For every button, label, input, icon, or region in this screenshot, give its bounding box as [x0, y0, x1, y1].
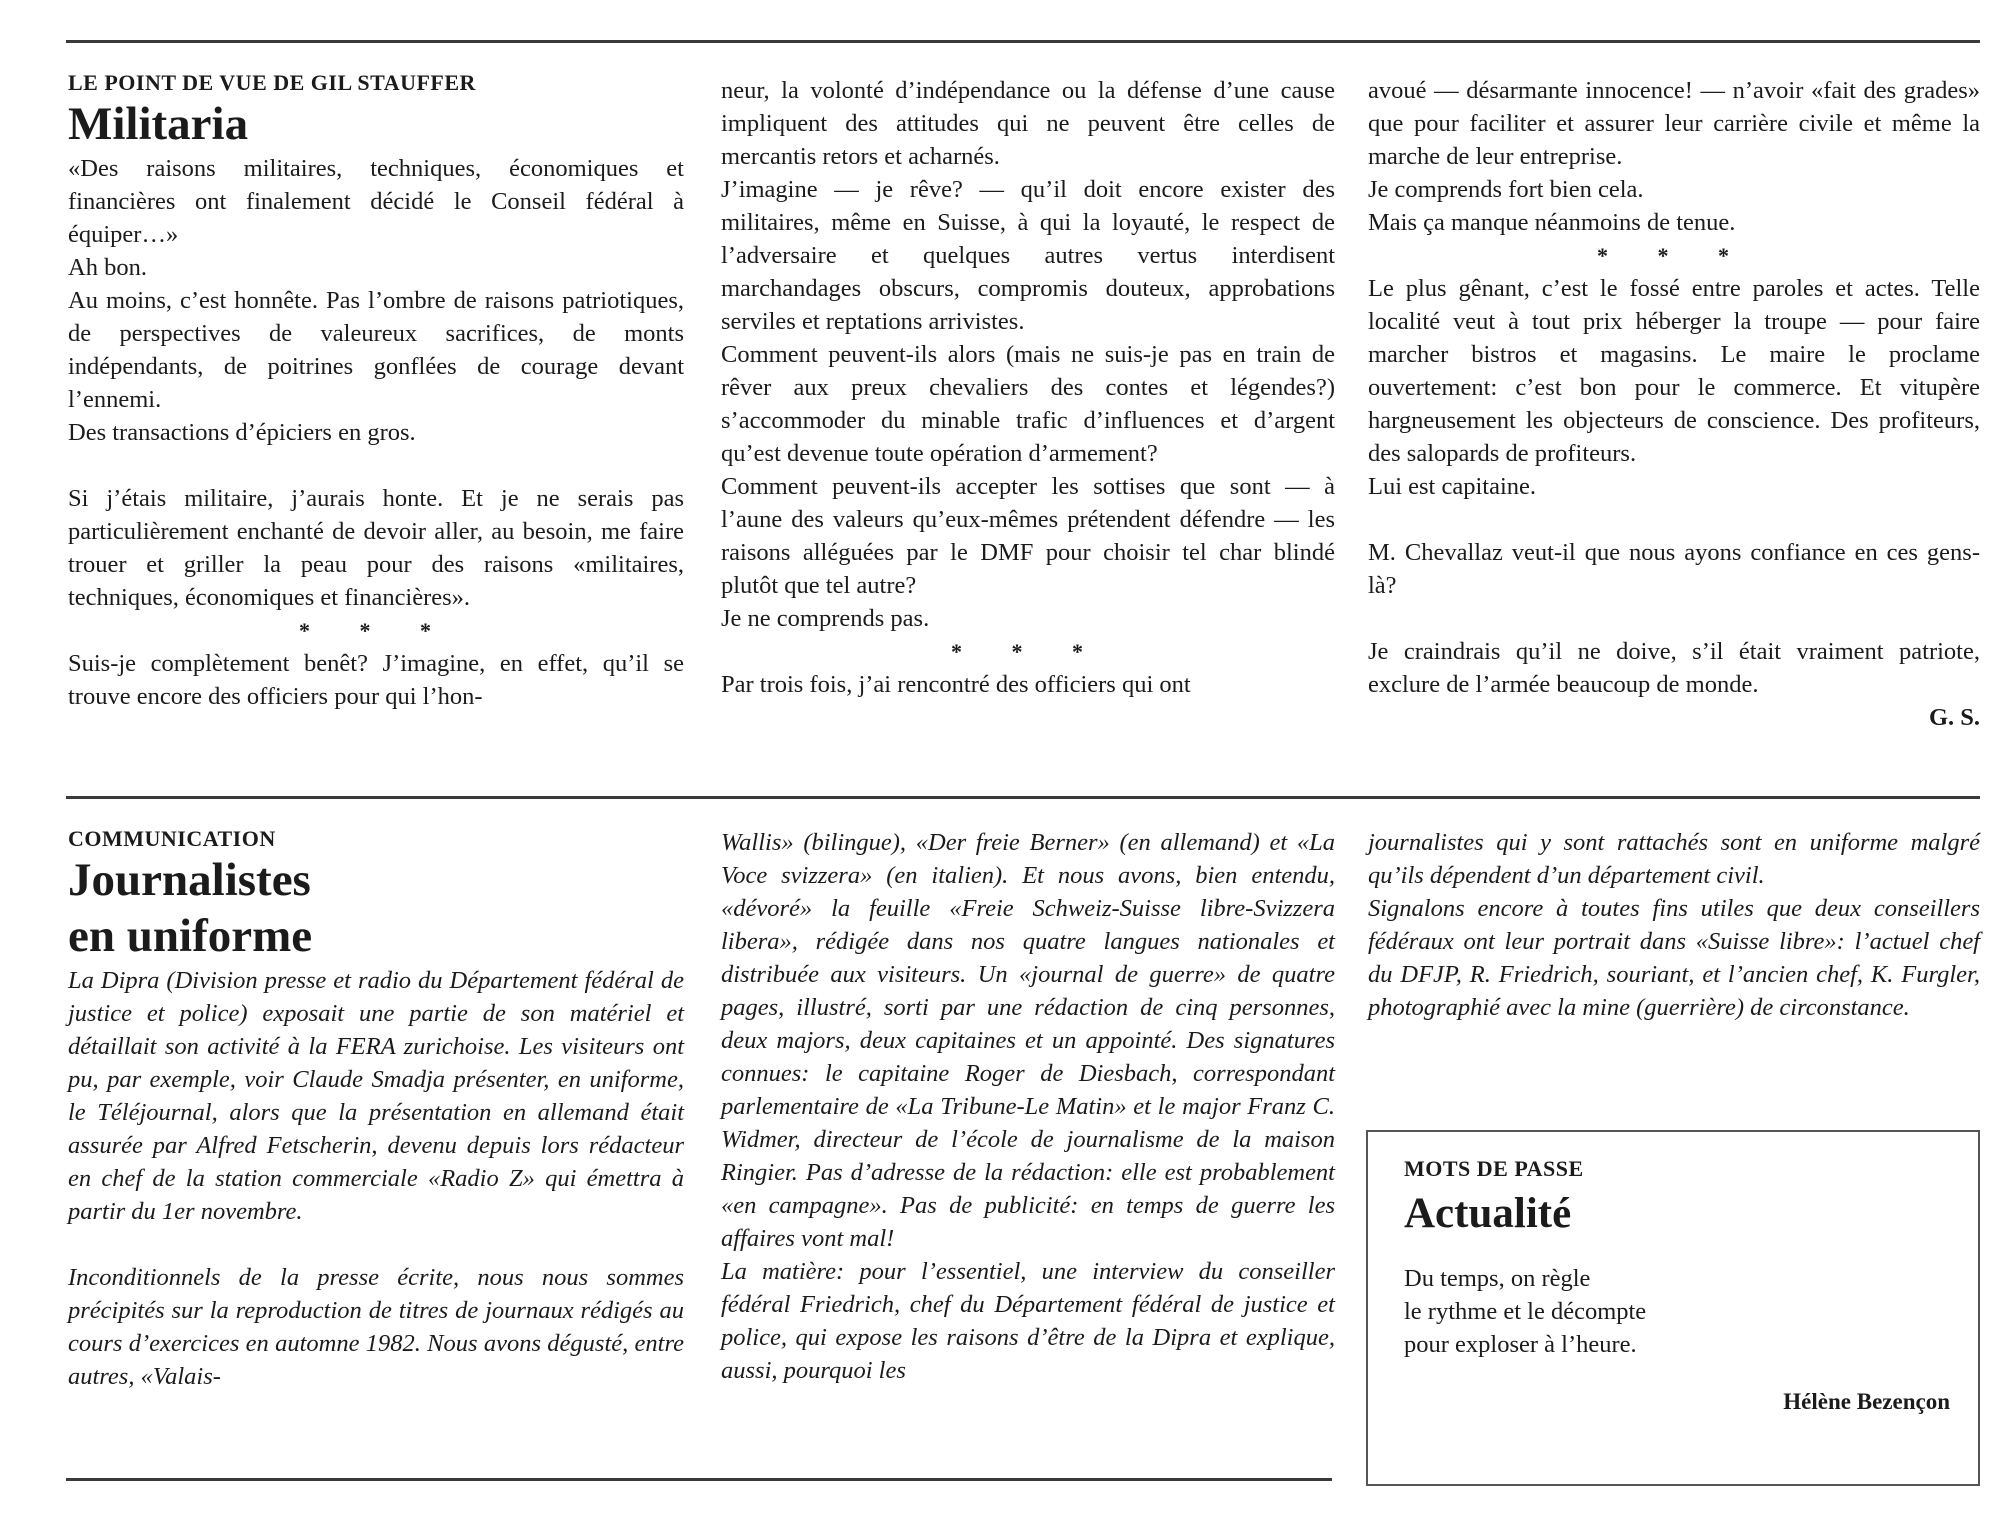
paragraph: Le plus gênant, c’est le fossé entre paroles et actes. Telle localité veut à tout prix héberger la troupe — pour faire marcher bistros et magasins. Le maire le proclame ouvertement: c’est bon pour le commerce. Et vitupère hargneusement les objecteurs de conscience. Des profiteurs, des salopards de profiteurs.: [1368, 275, 1980, 467]
poem-line: Du temps, on règle: [1404, 1265, 1591, 1292]
paragraph: Au moins, c’est honnête. Pas l’ombre de raisons patriotiques, de perspectives de valeureux sacrifices, de monts indépendants, de poitrines gonflées de courage devant l’ennemi.: [68, 287, 684, 413]
box-kicker: MOTS DE PASSE: [1404, 1156, 1584, 1181]
paragraph: J’imagine — je rêve? — qu’il doit encore exister des militaires, même en Suisse, à qui la loyauté, le respect de l’adversaire et quelques autres vertus interdisent marchandages obscurs, compromis douteux, approbations serviles et reptations arrivistes.: [721, 176, 1335, 335]
paragraph: Wallis» (bilingue), «Der freie Berner» (en allemand) et «La Voce svizzera» (en italien). Et nous avons, bien entendu, «dévoré» la feuille «Freie Schweiz-Suisse libre-Svizzera libera», rédigée dans nos quatre langues nationales et distribuée aux visiteurs. Un «journal de guerre» de quatre pages, illustré, sorti par une rédaction de cinq personnes, deux majors, deux capitaines et un appointé. Des signatures connues: le capitaine Roger de Diesbach, correspondant parlementaire de «La Tribune-Le Matin» et le major Franz C. Widmer, directeur de l’école de journalisme de la maison Ringier. Pas d’adresse de la rédaction: elle est probablement «en campagne». Pas de publicité: en temps de guerre les affaires vont mal!: [721, 829, 1335, 1252]
paragraph: Si j’étais militaire, j’aurais honte. Et je ne serais pas particulièrement enchanté de devoir aller, au besoin, me faire trouer et griller la peau pour des raisons «militaires, techniques, économiques et financières».: [68, 485, 684, 611]
paragraph: Des transactions d’épiciers en gros.: [68, 419, 416, 446]
paragraph: Mais ça manque néanmoins de tenue.: [1368, 209, 1736, 236]
section-separator: * * *: [1597, 243, 1751, 268]
article2-column-2: [721, 826, 1335, 1387]
paragraph: Je ne comprends pas.: [721, 605, 930, 632]
paragraph: Signalons encore à toutes fins utiles que deux conseillers fédéraux ont leur portrait dans «Suisse libre»: l’actuel chef du DFJP, R. Friedrich, souriant, et l’ancien chef, K. Furgler, photographié avec la mine (guerrière) de circonstance.: [1368, 895, 1980, 1021]
article2-kicker: COMMUNICATION: [68, 826, 276, 851]
paragraph: Lui est capitaine.: [1368, 473, 1537, 500]
poem-line: le rythme et le décompte: [1404, 1298, 1647, 1325]
paragraph: neur, la volonté d’indépendance ou la défense d’une cause impliquent des attitudes qui ne peuvent être celles de mercantis retors et acharnés.: [721, 77, 1335, 170]
paragraph: Je craindrais qu’il ne doive, s’il était vraiment patriote, exclure de l’armée beaucoup de monde.: [1368, 638, 1980, 698]
article2-column-1: [68, 826, 684, 1393]
top-rule: [66, 40, 1980, 43]
paragraph: Ah bon.: [68, 254, 147, 281]
article1-column-1: [68, 70, 684, 713]
mots-de-passe-box: [1366, 1130, 1980, 1486]
paragraph-gap: [1368, 503, 1980, 536]
article1-column-3: [1368, 74, 1980, 734]
article1-kicker: LE POINT DE VUE DE GIL STAUFFER: [68, 70, 476, 95]
author-signature: G. S.: [1928, 704, 1980, 731]
poem-author: Hélène Bezençon: [1783, 1389, 1950, 1414]
paragraph-gap: [68, 449, 684, 482]
paragraph: Je comprends fort bien cela.: [1368, 176, 1644, 203]
paragraph: Inconditionnels de la presse écrite, nous nous sommes précipités sur la reproduction de titres de journaux rédigés au cours d’exercices en automne 1982. Nous avons dégusté, entre autres, «Valais-: [68, 1264, 684, 1390]
box-title: Actualité: [1404, 1190, 1572, 1237]
paragraph: Par trois fois, j’ai rencontré des officiers qui ont: [721, 671, 1191, 698]
paragraph-gap: [68, 1228, 684, 1261]
paragraph: La Dipra (Division presse et radio du Département fédéral de justice et police) exposait une partie de son matériel et détaillait son activité à la FERA zurichoise. Les visiteurs ont pu, par exemple, voir Claude Smadja présenter, en uniforme, le Téléjournal, alors que la présentation en allemand était assurée par Alfred Fetscherin, devenu depuis lors rédacteur en chef de la station commerciale «Radio Z» qui émettra à partir du 1er novembre.: [68, 967, 684, 1225]
bottom-rule: [66, 1478, 1332, 1481]
paragraph: «Des raisons militaires, techniques, économiques et financières ont finalement décidé le Conseil fédéral à équiper…»: [68, 155, 684, 248]
poem: [1404, 1262, 1950, 1361]
paragraph: M. Chevallaz veut-il que nous ayons confiance en ces gens-là?: [1368, 539, 1980, 599]
poem-line: pour exploser à l’heure.: [1404, 1331, 1637, 1358]
article1-title: Militaria: [68, 98, 249, 150]
section-separator: * * *: [951, 639, 1105, 664]
paragraph: Comment peuvent-ils alors (mais ne suis-je pas en train de rêver aux preux chevaliers des contes et légendes?) s’accommoder du minable trafic d’influences et d’argent qu’est devenue toute opération d’armement?: [721, 341, 1335, 467]
article1-column-2: [721, 74, 1335, 701]
article2-title-line-1: Journalistes: [68, 854, 311, 906]
paragraph: journalistes qui y sont rattachés sont en uniforme malgré qu’ils dépendent d’un département civil.: [1368, 829, 1980, 889]
article2-column-3: [1368, 826, 1980, 1024]
paragraph: La matière: pour l’essentiel, une interview du conseiller fédéral Friedrich, chef du Département fédéral de justice et police, qui expose les raisons d’être de la Dipra et explique, aussi, pourquoi les: [721, 1258, 1335, 1384]
section-separator: * * *: [299, 618, 453, 643]
paragraph: Suis-je complètement benêt? J’imagine, en effet, qu’il se trouve encore des officiers pour qui l’hon-: [68, 650, 684, 710]
paragraph: Comment peuvent-ils accepter les sottises que sont — à l’aune des valeurs qu’eux-mêmes prétendent défendre — les raisons alléguées par le DMF pour choisir tel char blindé plutôt que tel autre?: [721, 473, 1335, 599]
paragraph: avoué — désarmante innocence! — n’avoir «fait des grades» que pour faciliter et assurer leur carrière civile et même la marche de leur entreprise.: [1368, 77, 1980, 170]
middle-rule: [66, 796, 1980, 799]
article2-title-line-2: en uniforme: [68, 910, 313, 962]
paragraph-gap: [1368, 602, 1980, 635]
